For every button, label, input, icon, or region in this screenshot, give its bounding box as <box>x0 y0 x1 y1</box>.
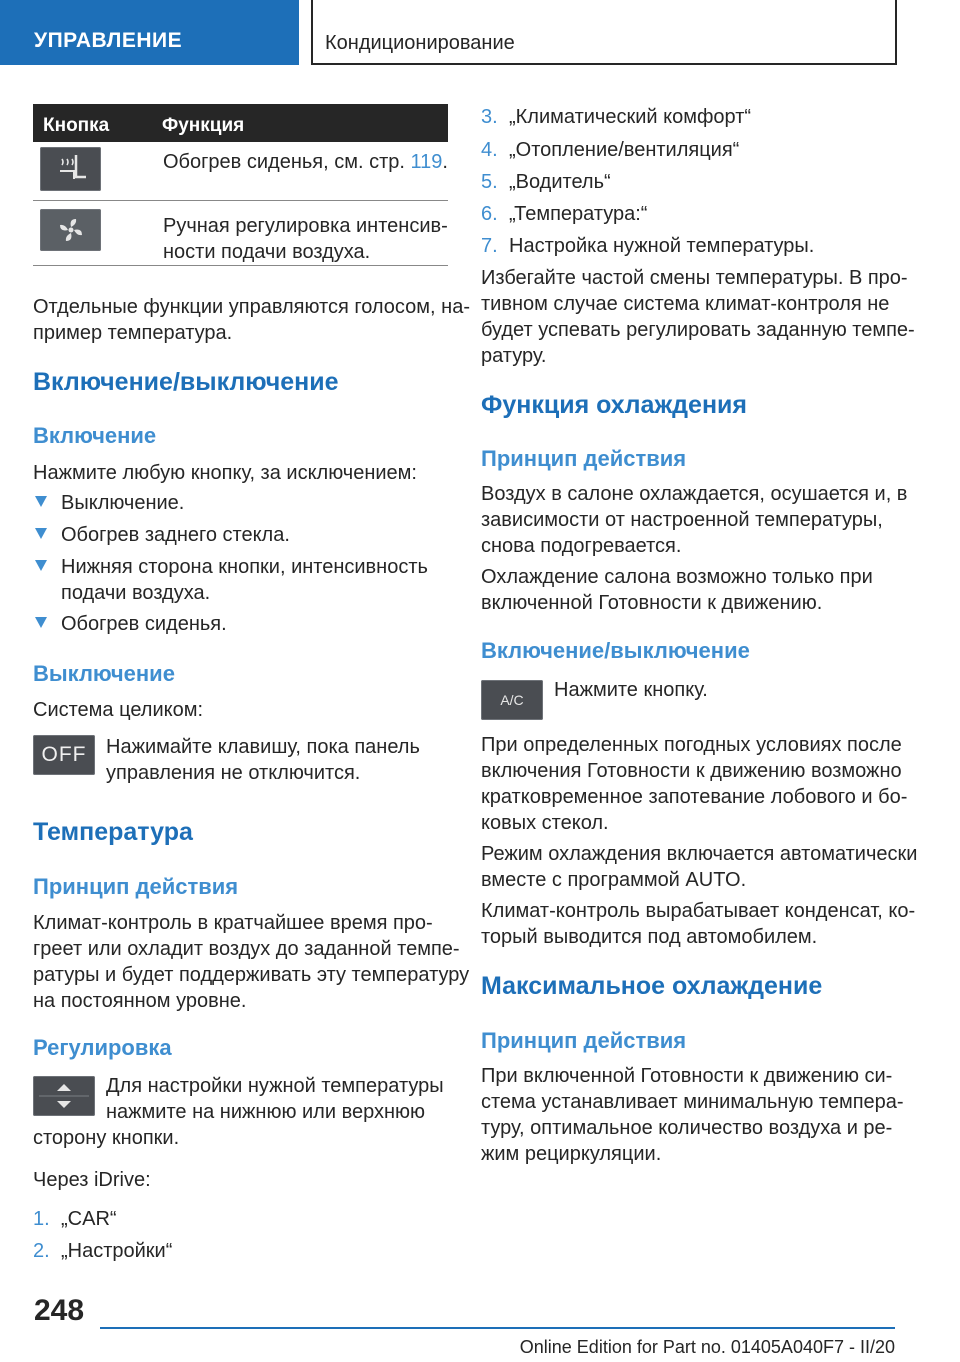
bullet-item: Нижняя сторона кнопки, интенсивность <box>61 556 428 578</box>
seat-heating-text-end: . <box>442 151 448 173</box>
table-bottom-rule <box>33 265 448 266</box>
avoid-line: ратуру. <box>481 345 547 367</box>
principle-line: ратуры и будет поддерживать эту температуру <box>33 964 470 986</box>
switch-off-intro: Система целиком: <box>33 699 204 721</box>
step-text: „Настройки“ <box>61 1240 173 1262</box>
temperature-rocker-image <box>33 1076 95 1116</box>
table-row-2-function-line2: ности подачи воздуха. <box>163 241 371 263</box>
cooling-line: Охлаждение салона возможно только при <box>481 566 873 588</box>
voice-control-line1: Отдельные функции управляются голосом, на- <box>33 296 470 318</box>
step-number: 5. <box>481 171 498 193</box>
adjust-line: сторону кнопки. <box>33 1127 180 1149</box>
principle-line: греет или охладит воздух до заданной темпе- <box>33 938 460 960</box>
adjust-line: нажмите на нижнюю или верхнюю <box>106 1101 426 1123</box>
heading-switch-off: Выключение <box>33 661 175 686</box>
max-cooling-line: стема устанавливает минимальную темпера- <box>481 1091 904 1113</box>
switch-on-intro: Нажмите любую кнопку, за исключением: <box>33 462 417 484</box>
step-number: 6. <box>481 203 498 225</box>
bullet-item: Выключение. <box>61 492 185 514</box>
off-button-image <box>33 735 95 775</box>
bullet-marker <box>35 560 47 571</box>
press-button-text: Нажмите кнопку. <box>554 679 708 701</box>
bullet-item-continued: подачи воздуха. <box>61 582 211 604</box>
avoid-line: Избегайте частой смены температуры. В про- <box>481 267 908 289</box>
step-text: Настройка нужной температуры. <box>509 235 815 257</box>
cooling-line: включенной Готовности к движению. <box>481 592 823 614</box>
heading-adjustment: Регулировка <box>33 1035 172 1060</box>
condensate-line: торый выводится под автомобилем. <box>481 926 818 948</box>
avoid-line: будет успевать регулировать заданную темпе- <box>481 319 915 341</box>
ac-button-image <box>481 680 543 720</box>
step-number: 4. <box>481 139 498 161</box>
heading-on-off: Включение/выключение <box>481 638 750 663</box>
heading-cooling: Функция охлаждения <box>481 391 748 419</box>
bullet-item: Обогрев заднего стекла. <box>61 524 290 546</box>
cooling-line: снова подогревается. <box>481 535 682 557</box>
bullet-marker <box>35 496 47 507</box>
principle-line: Климат-контроль в кратчайшее время про- <box>33 912 433 934</box>
avoid-line: тивном случае система климат-контроля не <box>481 293 890 315</box>
step-number: 7. <box>481 235 498 257</box>
seat-heating-icon <box>40 147 101 191</box>
footer-rule <box>100 1327 895 1329</box>
switch-off-text-line2: управления не отключится. <box>106 762 361 784</box>
up-down-arrows-icon <box>33 1076 95 1116</box>
step-text: „Температура:“ <box>509 203 648 225</box>
max-cooling-line: туру, оптимальное количество воздуха и ре- <box>481 1117 893 1139</box>
table-col-function: Функция <box>162 115 245 136</box>
header-chapter-title: Кондиционирование <box>325 32 515 54</box>
seat-heating-button-image <box>40 147 101 191</box>
heading-principle: Принцип действия <box>481 1028 687 1053</box>
switch-off-text-line1: Нажимайте клавишу, пока панель <box>106 736 420 758</box>
fogging-line: ковых стекол. <box>481 812 609 834</box>
via-idrive: Через iDrive: <box>33 1169 151 1191</box>
max-cooling-line: При включенной Готовности к движению си- <box>481 1065 893 1087</box>
bullet-item: Обогрев сиденья. <box>61 613 227 635</box>
fogging-line: включения Готовности к движению возможно <box>481 760 902 782</box>
step-number: 1. <box>33 1208 50 1230</box>
table-row-2-function-line1: Ручная регулировка интенсив- <box>163 215 448 237</box>
heading-on-off: Включение/выключение <box>33 368 339 396</box>
header-section-title: УПРАВЛЕНИЕ <box>34 29 183 52</box>
step-text: „Отопление/вентиляция“ <box>509 139 740 161</box>
heading-principle: Принцип действия <box>33 874 239 899</box>
heading-max-cooling: Максимальное охлаждение <box>481 972 823 1000</box>
step-text: „CAR“ <box>61 1208 117 1230</box>
bullet-marker <box>35 617 47 628</box>
step-text: „Климатический комфорт“ <box>509 106 752 128</box>
cooling-line: зависимости от настроенной температуры, <box>481 509 883 531</box>
table-row-1-function <box>163 149 448 175</box>
cooling-line: Воздух в салоне охлаждается, осушается и, в <box>481 483 908 505</box>
principle-line: на постоянном уровне. <box>33 990 247 1012</box>
step-number: 2. <box>33 1240 50 1262</box>
bullet-marker <box>35 528 47 539</box>
page-reference-link[interactable]: 119 <box>410 151 443 173</box>
button-table-header <box>33 104 448 142</box>
footer-edition: Online Edition for Part no. 01405A040F7 - II/20 <box>519 1337 895 1357</box>
step-text: „Водитель“ <box>509 171 611 193</box>
condensate-line: Климат-контроль вырабатывает конденсат, ко- <box>481 900 916 922</box>
heading-principle: Принцип действия <box>481 446 687 471</box>
fogging-line: При определенных погодных условиях после <box>481 734 902 756</box>
step-number: 3. <box>481 106 498 128</box>
heading-switch-on: Включение <box>33 423 157 448</box>
fogging-line: кратковременное запотевание лобового и бо- <box>481 786 908 808</box>
ac-button-label: A/C <box>500 692 524 708</box>
max-cooling-line: жим рециркуляции. <box>481 1143 662 1165</box>
table-col-button: Кнопка <box>43 115 110 136</box>
fan-icon <box>40 209 101 251</box>
table-row-divider <box>33 200 448 201</box>
page-number: 248 <box>34 1294 85 1327</box>
adjust-line: Для настройки нужной температуры <box>106 1075 444 1097</box>
auto-line: вместе с программой AUTO. <box>481 869 747 891</box>
fan-intensity-button-image <box>40 209 101 251</box>
auto-line: Режим охлаждения включается автоматически <box>481 843 918 865</box>
off-button-label: OFF <box>41 743 87 766</box>
heading-temperature: Температура <box>33 818 193 846</box>
seat-heating-text: Обогрев сиденья, см. стр. <box>163 151 405 173</box>
voice-control-line2: пример температура. <box>33 322 233 344</box>
